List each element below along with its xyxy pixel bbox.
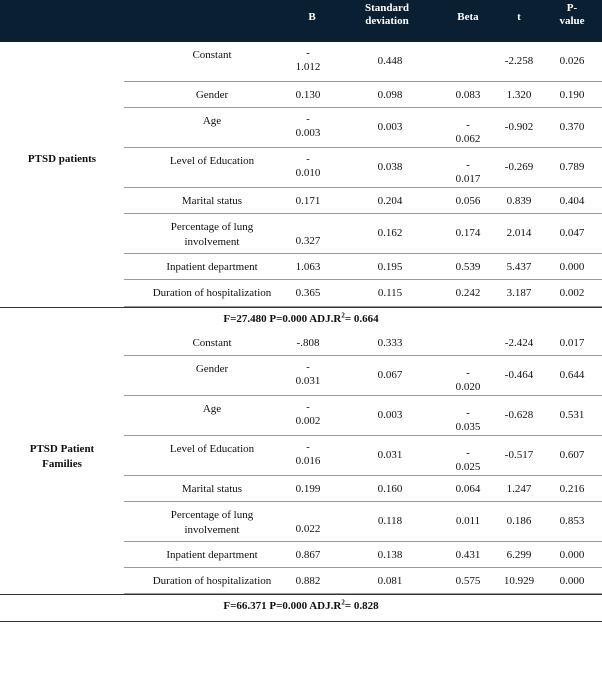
group-label-line1: PTSD patients: [27, 153, 97, 165]
cell-beta: -: [466, 447, 470, 459]
cell-var: Percentage of lung: [170, 509, 254, 521]
cell-b: 1.012: [295, 61, 321, 73]
cell-beta: -: [466, 159, 470, 171]
cell-p: 0.047: [559, 227, 585, 239]
cell-b: 0.882: [295, 575, 321, 587]
table-row: [124, 254, 602, 280]
cell-sd: 0.204: [377, 195, 403, 207]
cell-var: involvement: [184, 524, 240, 536]
group-section: [0, 330, 602, 594]
cell-beta: 0.431: [455, 549, 481, 561]
cell-b: -: [306, 153, 310, 165]
cell-b: -: [306, 401, 310, 413]
cell-var: Level of Education: [169, 155, 255, 167]
cell-b: -.808: [296, 337, 320, 349]
cell-var: Duration of hospitalization: [152, 287, 272, 299]
cell-sd: 0.160: [377, 483, 403, 495]
cell-p: 0.190: [559, 89, 585, 101]
cell-p: 0.026: [559, 55, 585, 67]
model-fit-suffix: = 0.664: [344, 313, 379, 325]
header-sd-line1: Standard: [364, 2, 410, 14]
table-row: [124, 280, 602, 307]
table-row: [124, 330, 602, 356]
cell-t: -2.258: [504, 55, 534, 67]
cell-t: -0.464: [504, 369, 534, 381]
cell-p: 0.000: [559, 575, 585, 587]
cell-b: -: [306, 441, 310, 453]
cell-p: 0.404: [559, 195, 585, 207]
cell-sd: 0.098: [377, 89, 403, 101]
cell-t: 3.187: [506, 287, 532, 299]
cell-sd: 0.081: [377, 575, 403, 587]
cell-beta: 0.011: [455, 515, 481, 527]
cell-t: 1.247: [506, 483, 532, 495]
cell-var: Constant: [192, 337, 232, 349]
cell-sd: 0.115: [377, 287, 403, 299]
cell-sd: 0.003: [377, 409, 403, 421]
cell-var: Level of Education: [169, 443, 255, 455]
table-row: [124, 568, 602, 594]
cell-t: -2.424: [504, 337, 534, 349]
cell-sd: 0.162: [377, 227, 403, 239]
group-label-line2: Families: [42, 458, 82, 470]
cell-p: 0.531: [559, 409, 585, 421]
cell-beta: 0.035: [455, 421, 481, 433]
cell-b: 0.365: [295, 287, 321, 299]
cell-beta: 0.064: [455, 483, 481, 495]
cell-b: -: [306, 47, 310, 59]
cell-b: 0.327: [295, 235, 321, 247]
header-t: t: [517, 11, 521, 23]
cell-var: Age: [202, 403, 222, 415]
cell-var: Gender: [195, 363, 229, 375]
table-row: [124, 188, 602, 214]
group-label: [0, 152, 124, 167]
model-fit-prefix: F=27.480 P=0.000 ADJ.R: [223, 313, 342, 325]
table-row: [124, 82, 602, 108]
cell-p: 0.017: [559, 337, 585, 349]
cell-p: 0.216: [559, 483, 585, 495]
cell-t: 0.839: [506, 195, 532, 207]
cell-t: 2.014: [506, 227, 532, 239]
header-beta: Beta: [457, 11, 479, 23]
model-fit-superscript: 2: [341, 598, 345, 607]
cell-var: Marital status: [181, 195, 243, 207]
cell-beta: 0.062: [455, 133, 481, 145]
cell-b: 0.022: [295, 523, 321, 535]
cell-t: -0.902: [504, 121, 534, 133]
cell-b: 0.867: [295, 549, 321, 561]
cell-p: 0.789: [559, 161, 585, 173]
cell-t: -0.269: [504, 161, 534, 173]
cell-var: involvement: [184, 236, 240, 248]
cell-p: 0.607: [559, 449, 585, 461]
table-body: [0, 42, 602, 622]
cell-sd: 0.448: [377, 55, 403, 67]
cell-beta: 0.083: [455, 89, 481, 101]
table-row: [124, 356, 602, 396]
header-p-line2: value: [559, 15, 585, 27]
table-row: [124, 396, 602, 436]
header-b: B: [308, 11, 316, 23]
cell-beta: 0.025: [455, 461, 481, 473]
cell-b: 1.063: [295, 261, 321, 273]
cell-t: 6.299: [506, 549, 532, 561]
cell-p: 0.853: [559, 515, 585, 527]
cell-beta: 0.242: [455, 287, 481, 299]
cell-sd: 0.003: [377, 121, 403, 133]
cell-sd: 0.118: [377, 515, 403, 527]
cell-b: -: [306, 113, 310, 125]
cell-b: 0.010: [295, 167, 321, 179]
cell-t: 5.437: [506, 261, 532, 273]
cell-beta: 0.056: [455, 195, 481, 207]
model-fit-statistics: [0, 308, 602, 330]
cell-b: 0.002: [295, 415, 321, 427]
cell-var: Percentage of lung: [170, 221, 254, 233]
cell-var: Inpatient department: [166, 261, 258, 273]
cell-sd: 0.031: [377, 449, 403, 461]
group-rows: [124, 330, 602, 594]
model-fit-suffix: = 0.828: [344, 600, 379, 612]
cell-t: -0.628: [504, 409, 534, 421]
cell-t: 1.320: [506, 89, 532, 101]
cell-var: Age: [202, 115, 222, 127]
cell-b: 0.171: [295, 195, 321, 207]
group-section: [0, 42, 602, 307]
table-row: [124, 214, 602, 254]
cell-sd: 0.138: [377, 549, 403, 561]
cell-var: Gender: [195, 89, 229, 101]
cell-sd: 0.067: [377, 369, 403, 381]
group-label: [0, 442, 124, 472]
cell-beta: -: [466, 367, 470, 379]
cell-b: 0.003: [295, 127, 321, 139]
group-rows: [124, 42, 602, 307]
cell-var: Marital status: [181, 483, 243, 495]
cell-var: Inpatient department: [166, 549, 258, 561]
cell-b: 0.130: [295, 89, 321, 101]
cell-var: Constant: [192, 49, 232, 61]
table-row: [124, 148, 602, 188]
table-row: [124, 108, 602, 148]
table-header: [0, 0, 602, 42]
cell-t: 10.929: [503, 575, 535, 587]
table-row: [124, 436, 602, 476]
table-bottom-rule: [0, 621, 602, 622]
cell-b: 0.031: [295, 375, 321, 387]
cell-t: 0.186: [506, 515, 532, 527]
cell-sd: 0.038: [377, 161, 403, 173]
cell-beta: 0.174: [455, 227, 481, 239]
cell-t: -0.517: [504, 449, 534, 461]
table-row: [124, 42, 602, 82]
cell-p: 0.000: [559, 261, 585, 273]
cell-beta: 0.575: [455, 575, 481, 587]
cell-p: 0.644: [559, 369, 585, 381]
cell-b: 0.016: [295, 455, 321, 467]
table-row: [124, 476, 602, 502]
cell-b: -: [306, 361, 310, 373]
cell-p: 0.002: [559, 287, 585, 299]
cell-sd: 0.333: [377, 337, 403, 349]
model-fit-prefix: F=66.371 P=0.000 ADJ.R: [223, 600, 342, 612]
table-row: [124, 502, 602, 542]
model-fit-superscript: 2: [341, 311, 345, 320]
group-label-line1: PTSD Patient: [29, 443, 95, 455]
cell-b: 0.199: [295, 483, 321, 495]
cell-beta: 0.539: [455, 261, 481, 273]
table-row: [124, 542, 602, 568]
cell-var: Duration of hospitalization: [152, 575, 272, 587]
cell-beta: 0.020: [455, 381, 481, 393]
cell-beta: -: [466, 407, 470, 419]
header-p-line1: P-: [566, 2, 578, 14]
cell-beta: -: [466, 119, 470, 131]
cell-sd: 0.195: [377, 261, 403, 273]
cell-beta: 0.017: [455, 173, 481, 185]
cell-p: 0.370: [559, 121, 585, 133]
header-sd-line2: deviation: [365, 15, 409, 27]
model-fit-statistics: [0, 595, 602, 617]
cell-p: 0.000: [559, 549, 585, 561]
